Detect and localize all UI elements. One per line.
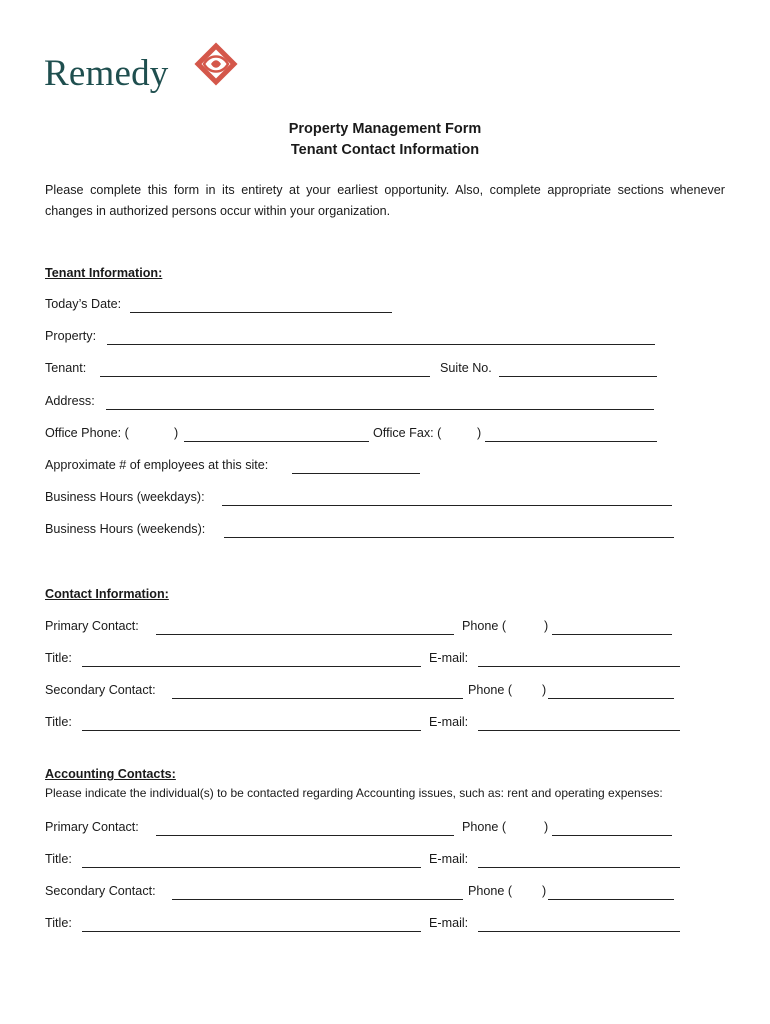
contact-secondary-email-field[interactable] <box>478 730 680 731</box>
company-logo <box>44 42 244 102</box>
accounting-primary-phone-label: Phone ( <box>462 820 507 834</box>
accounting-primary-field[interactable] <box>156 835 454 836</box>
contact-secondary-row <box>0 683 770 703</box>
accounting-primary-phone-field[interactable] <box>552 835 672 836</box>
accounting-primary-label: Primary Contact: <box>45 820 139 834</box>
contact-info-heading: Contact Information: <box>45 587 169 601</box>
tenant-row <box>0 361 770 381</box>
hours-weekdays-field[interactable] <box>222 505 672 506</box>
accounting-secondary-phone-field[interactable] <box>548 899 674 900</box>
address-row <box>0 394 770 414</box>
employees-label: Approximate # of employees at this site: <box>45 458 269 472</box>
employees-field[interactable] <box>292 473 420 474</box>
contact-primary-email-label: E-mail: <box>429 651 469 665</box>
contact-secondary-phone-field[interactable] <box>548 698 674 699</box>
contact-primary-phone-paren: ) <box>544 619 549 633</box>
tenant-field[interactable] <box>100 376 430 377</box>
hours-weekends-field[interactable] <box>224 537 674 538</box>
accounting-primary-phone-paren: ) <box>544 820 549 834</box>
office-fax-label: Office Fax: ( <box>373 426 442 440</box>
accounting-primary-row <box>0 820 770 840</box>
accounting-primary-email-label: E-mail: <box>429 852 469 866</box>
suite-field[interactable] <box>499 376 657 377</box>
office-phone-paren: ) <box>174 426 179 440</box>
contact-secondary-phone-label: Phone ( <box>468 683 513 697</box>
accounting-note: Please indicate the individual(s) to be contacted regarding Accounting issues, such as: rent and operating expenses: <box>45 786 663 800</box>
accounting-secondary-phone-paren: ) <box>542 884 547 898</box>
contact-primary-title-label: Title: <box>45 651 72 665</box>
contact-secondary-field[interactable] <box>172 698 463 699</box>
office-fax-field[interactable] <box>485 441 657 442</box>
contact-secondary-email-label: E-mail: <box>429 715 469 729</box>
todays-date-row <box>0 297 770 317</box>
accounting-secondary-title-row <box>0 916 770 936</box>
logo-text: Remedy <box>44 53 169 94</box>
hours-weekdays-label: Business Hours (weekdays): <box>45 490 205 504</box>
office-fax-paren: ) <box>477 426 482 440</box>
property-row <box>0 329 770 349</box>
form-title: Property Management Form <box>288 121 482 137</box>
address-field[interactable] <box>106 409 654 410</box>
accounting-heading: Accounting Contacts: <box>45 767 176 781</box>
contact-primary-title-field[interactable] <box>82 666 421 667</box>
accounting-secondary-label: Secondary Contact: <box>45 884 156 898</box>
accounting-secondary-row <box>0 884 770 904</box>
accounting-secondary-email-label: E-mail: <box>429 916 469 930</box>
contact-primary-label: Primary Contact: <box>45 619 139 633</box>
contact-primary-phone-label: Phone ( <box>462 619 507 633</box>
accounting-primary-title-row <box>0 852 770 872</box>
accounting-primary-title-label: Title: <box>45 852 72 866</box>
form-subtitle: Tenant Contact Information <box>290 142 480 158</box>
office-phone-row <box>0 426 770 446</box>
todays-date-label: Today’s Date: <box>45 297 122 311</box>
contact-secondary-title-field[interactable] <box>82 730 421 731</box>
office-phone-label: Office Phone: ( <box>45 426 129 440</box>
accounting-secondary-field[interactable] <box>172 899 463 900</box>
hours-weekends-label: Business Hours (weekends): <box>45 522 206 536</box>
contact-primary-field[interactable] <box>156 634 454 635</box>
property-field[interactable] <box>107 344 655 345</box>
contact-primary-row <box>0 619 770 639</box>
todays-date-field[interactable] <box>130 312 392 313</box>
contact-secondary-phone-paren: ) <box>542 683 547 697</box>
property-label: Property: <box>45 329 97 343</box>
intro-paragraph: Please complete this form in its entirety at your earliest opportunity. Also, complete appropriate sections whenever changes in authorized persons occur within your organization. <box>45 183 725 218</box>
contact-primary-phone-field[interactable] <box>552 634 672 635</box>
office-phone-field[interactable] <box>184 441 369 442</box>
tenant-label: Tenant: <box>45 361 87 375</box>
suite-label: Suite No. <box>440 361 492 375</box>
contact-secondary-label: Secondary Contact: <box>45 683 156 697</box>
contact-secondary-title-row <box>0 715 770 735</box>
hours-weekdays-row <box>0 490 770 510</box>
employees-row <box>0 458 770 478</box>
tenant-info-heading: Tenant Information: <box>45 266 163 280</box>
accounting-secondary-email-field[interactable] <box>478 931 680 932</box>
address-label: Address: <box>45 394 95 408</box>
accounting-secondary-title-field[interactable] <box>82 931 421 932</box>
hours-weekends-row <box>0 522 770 542</box>
accounting-secondary-phone-label: Phone ( <box>468 884 513 898</box>
accounting-primary-title-field[interactable] <box>82 867 421 868</box>
contact-secondary-title-label: Title: <box>45 715 72 729</box>
accounting-secondary-title-label: Title: <box>45 916 72 930</box>
contact-primary-email-field[interactable] <box>478 666 680 667</box>
contact-primary-title-row <box>0 651 770 671</box>
accounting-primary-email-field[interactable] <box>478 867 680 868</box>
logo-mark-icon <box>194 42 238 86</box>
